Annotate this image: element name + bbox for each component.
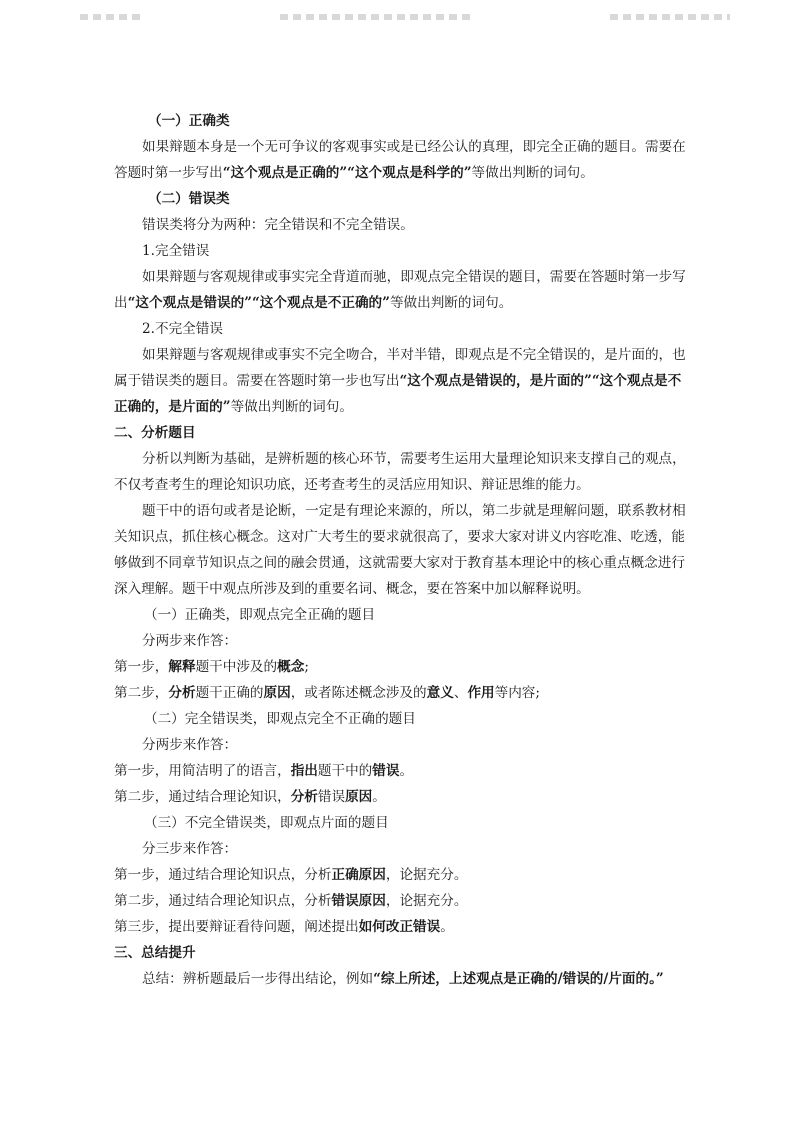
text-run: 等做出判断的词句。 bbox=[389, 295, 513, 311]
text-run: 第二步，通过结合理论知识点，分析 bbox=[114, 893, 332, 909]
case-partial-step-2 bbox=[114, 888, 694, 914]
bold-run: “这个观点是错误的，是片面的”“这个观点是不正确的，是片面的” bbox=[114, 373, 682, 415]
case-partial-intro: 分三步来作答： bbox=[142, 841, 238, 857]
case-wrong-title: （二）完全错误类，即观点完全不正确的题目 bbox=[144, 711, 416, 727]
text-run: 如果辩题与客观规律或事实完全背道而驰，即观点完全错误的题目，需要在答题时第一步写出 bbox=[114, 269, 686, 311]
heading-correct-type: （一）正确类 bbox=[148, 113, 230, 129]
paragraph-summary bbox=[114, 966, 694, 992]
heading-completely-wrong: 1.完全错误 bbox=[142, 243, 210, 259]
case-correct-title: （一）正确类，即观点完全正确的题目 bbox=[144, 607, 376, 623]
paragraph-partially-wrong bbox=[114, 342, 694, 420]
section-heading-analysis: 二、分析题目 bbox=[114, 425, 196, 441]
paragraph-completely-wrong bbox=[114, 264, 694, 316]
bold-run: 错误 bbox=[372, 763, 400, 779]
text-run: ; bbox=[304, 659, 309, 675]
bold-run: 正确原因 bbox=[331, 867, 386, 883]
text-run: ，或者陈述概念涉及的 bbox=[290, 685, 427, 701]
text-run: 等做出判断的词句。 bbox=[471, 165, 594, 181]
text-run: 题干中涉及的 bbox=[195, 659, 278, 675]
text-run: 总结：辨析题最后一步得出结论，例如 bbox=[142, 971, 374, 987]
paragraph-analysis-2: 题干中的语句或者是论断，一定是有理论来源的，所以，第二步就是理解问题，联系教材相关知识点，抓住核心概念。这对广大考生的要求就很高了，要求大家对讲义内容吃准、吃透，能够做到不同章节知识点之间的融会贯通，这就需要大家对于教育基本理论中的核心重点概念进行深入理解。题干中观点所涉及到的重要名词、概念，要在答案中加以解释说明。 bbox=[114, 503, 686, 597]
case-partial-step-3 bbox=[114, 914, 694, 940]
bold-run: “这个观点是正确的”“这个观点是科学的” bbox=[222, 165, 472, 181]
text-run: 。 bbox=[440, 919, 454, 935]
header-center-faded bbox=[280, 14, 470, 20]
text-run: 如果辩题本身是一个无可争议的客观事实或是已经公认的真理，即完全正确的题目。需要在答题时第一步写出 bbox=[114, 139, 686, 181]
document-body bbox=[114, 108, 694, 992]
text-run: 、 bbox=[453, 685, 468, 701]
text-run: 第一步，通过结合理论知识点，分析 bbox=[114, 867, 332, 883]
bold-run: 如何改正错误 bbox=[358, 919, 441, 935]
section-heading-summary: 三、总结提升 bbox=[114, 945, 196, 961]
bold-run: “这个观点是错误的”“这个观点是不正确的” bbox=[127, 295, 390, 311]
bold-run: “综上所述，上述观点是正确的/错误的/片面的。” bbox=[373, 971, 664, 987]
case-partial-step-1 bbox=[114, 862, 694, 888]
case-correct-step-2 bbox=[114, 680, 694, 706]
paragraph-wrong-intro: 错误类将分为两种：完全错误和不完全错误。 bbox=[142, 217, 414, 233]
text-run: ，论据充分。 bbox=[385, 867, 468, 883]
text-run: 第二步， bbox=[114, 685, 169, 701]
text-run: 第一步， bbox=[114, 659, 169, 675]
bold-run: 错误原因 bbox=[331, 893, 386, 909]
bold-run: 解释 bbox=[168, 659, 196, 675]
heading-partially-wrong: 2.不完全错误 bbox=[142, 321, 223, 337]
bold-run: 意义 bbox=[426, 685, 454, 701]
case-wrong-step-1 bbox=[114, 758, 694, 784]
header-right-faded bbox=[610, 14, 730, 20]
bold-run: 作用 bbox=[467, 685, 495, 701]
text-run: 第三步，提出要辩证看待问题，阐述提出 bbox=[114, 919, 359, 935]
text-run: 题干正确的 bbox=[195, 685, 264, 701]
bold-run: 原因 bbox=[263, 685, 291, 701]
case-correct-step-1 bbox=[114, 654, 694, 680]
case-partial-title: （三）不完全错误类，即观点片面的题目 bbox=[144, 815, 389, 831]
case-wrong-intro: 分两步来作答： bbox=[142, 737, 238, 753]
text-run: 错误 bbox=[317, 789, 346, 805]
text-run: 。 bbox=[372, 789, 386, 805]
bold-run: 分析 bbox=[168, 685, 196, 701]
paragraph-correct-type bbox=[114, 134, 694, 186]
text-run: ，论据充分。 bbox=[385, 893, 468, 909]
heading-wrong-type: （二）错误类 bbox=[148, 191, 230, 207]
paragraph-analysis-1: 分析以判断为基础，是辨析题的核心环节，需要考生运用大量理论知识来支撑自己的观点，不仅考查考生的理论知识功底，还考查考生的灵活应用知识、辩证思维的能力。 bbox=[114, 451, 686, 493]
bold-run: 分析 bbox=[290, 789, 318, 805]
case-wrong-step-2 bbox=[114, 784, 694, 810]
text-run: 第一步，用简洁明了的语言， bbox=[114, 763, 291, 779]
bold-run: 指出 bbox=[290, 763, 318, 779]
bold-run: 概念 bbox=[277, 659, 305, 675]
text-run: 如果辩题与客观规律或事实不完全吻合，半对半错，即观点是不完全错误的，是片面的，也属于错误类的题目。需要在答题时第一步也写出 bbox=[114, 347, 686, 389]
case-correct-intro: 分两步来作答： bbox=[142, 633, 238, 649]
text-run: 题干中的 bbox=[317, 763, 373, 779]
text-run: 。 bbox=[399, 763, 414, 779]
text-run: 等做出判断的词句。 bbox=[230, 399, 353, 415]
text-run: 等内容; bbox=[494, 685, 540, 701]
header-left-faded bbox=[80, 14, 140, 20]
page-header bbox=[80, 10, 730, 24]
bold-run: 原因 bbox=[345, 789, 373, 805]
text-run: 第二步，通过结合理论知识， bbox=[114, 789, 291, 805]
